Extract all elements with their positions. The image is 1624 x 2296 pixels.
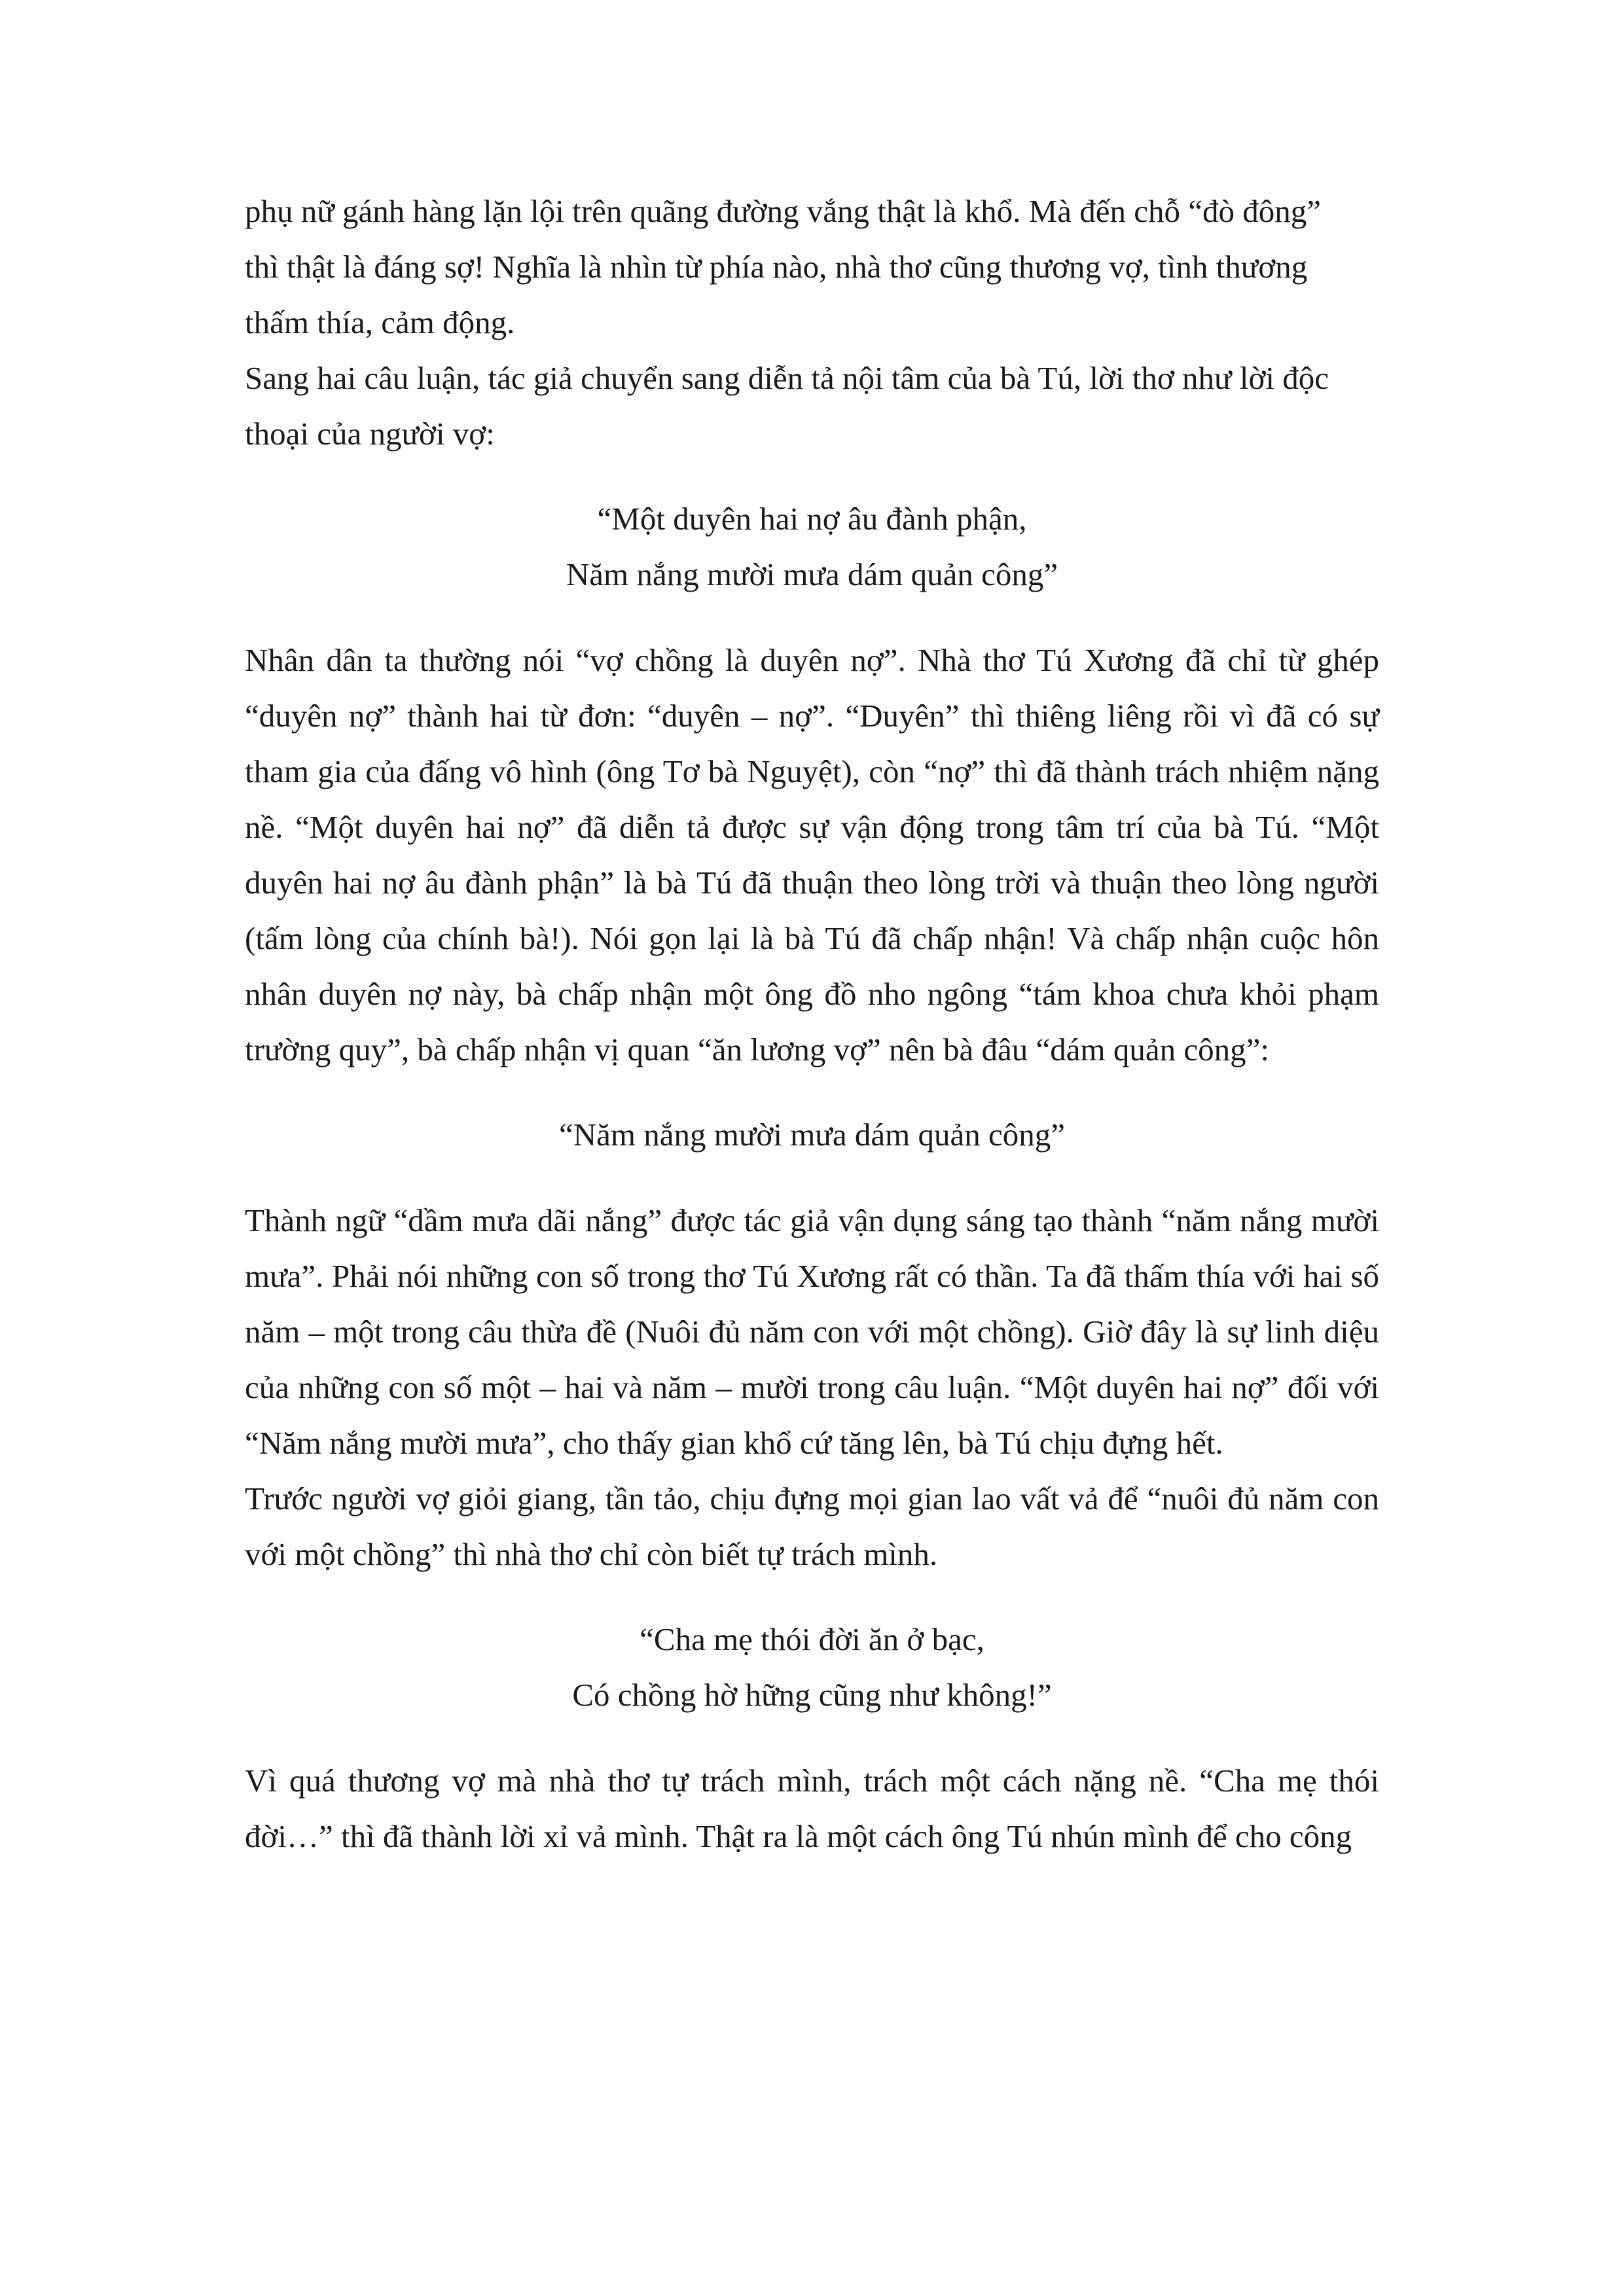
poem-line: Năm nắng mười mưa dám quản công” <box>566 556 1058 592</box>
poem-quote-luan <box>245 491 1379 602</box>
poem-line: Có chồng hờ hững cũng như không!” <box>572 1677 1052 1713</box>
paragraph-duyen-no: Nhân dân ta thường nói “vợ chồng là duyên nợ”. Nhà thơ Tú Xương đã chỉ từ ghép “duyên nợ” thành hai từ đơn: “duyên – nợ”. “Duyên” thì thiêng liêng rồi vì đã có sự tham gia của đấng vô hình (ông Tơ bà Nguyệt), còn “nợ” thì đã thành trách nhiệm nặng nề. “Một duyên hai nợ” đã diễn tả được sự vận động trong tâm trí của bà Tú. “Một duyên hai nợ âu đành phận” là bà Tú đã thuận theo lòng trời và thuận theo lòng người (tấm lòng của chính bà!). Nói gọn lại là bà Tú đã chấp nhận! Và chấp nhận cuộc hôn nhân duyên nợ này, bà chấp nhận một ông đồ nho ngông “tám khoa chưa khỏi phạm trường quy”, bà chấp nhận vị quan “ăn lương vợ” nên bà đâu “dám quản công”: <box>245 642 1379 1067</box>
paragraph-tu-trach: Trước người vợ giỏi giang, tần tảo, chịu đựng mọi gian lao vất vả để “nuôi đủ năm con với một chồng” thì nhà thơ chỉ còn biết tự trách mình. <box>245 1480 1379 1572</box>
text-line: phụ nữ gánh hàng lặn lội trên quãng đường vắng thật là khổ. Mà đến chỗ “đò đông” <box>245 193 1321 229</box>
paragraph-continuation <box>245 183 1379 350</box>
text-line: thoại của người vợ: <box>245 416 495 452</box>
paragraph-thanh-ngu: Thành ngữ “dầm mưa dãi nắng” được tác giả vận dụng sáng tạo thành “năm nắng mười mưa”. Phải nói những con số trong thơ Tú Xương rất có thần. Ta đã thấm thía với hai số năm – một trong câu thừa đề (Nuôi đủ năm con với một chồng). Giờ đây là sự linh diệu của những con số một – hai và năm – mười trong câu luận. “Một duyên hai nợ” đối với “Năm nắng mười mưa”, cho thấy gian khổ cứ tăng lên, bà Tú chịu đựng hết. <box>245 1202 1379 1461</box>
poem-quote-cha-me <box>245 1611 1379 1723</box>
paragraph-luan-intro <box>245 350 1379 461</box>
poem-quote-nam-nang <box>245 1107 1379 1162</box>
poem-line: “Một duyên hai nợ âu đành phận, <box>597 501 1027 537</box>
text-line: thấm thía, cảm động. <box>245 304 515 340</box>
document-body <box>245 183 1379 1864</box>
text-line: thì thật là đáng sợ! Nghĩa là nhìn từ phía nào, nhà thơ cũng thương vợ, tình thương <box>245 249 1308 285</box>
text-line: Sang hai câu luận, tác giả chuyển sang diễn tả nội tâm của bà Tú, lời thơ như lời độc <box>245 360 1329 396</box>
poem-line: “Năm nắng mười mưa dám quản công” <box>559 1117 1065 1153</box>
poem-line: “Cha mẹ thói đời ăn ở bạc, <box>640 1621 984 1657</box>
paragraph-thuong-vo: Vì quá thương vợ mà nhà thơ tự trách mình, trách một cách nặng nề. “Cha mẹ thói đời…” thì đã thành lời xỉ vả mình. Thật ra là một cách ông Tú nhún mình để cho công <box>245 1763 1379 1854</box>
